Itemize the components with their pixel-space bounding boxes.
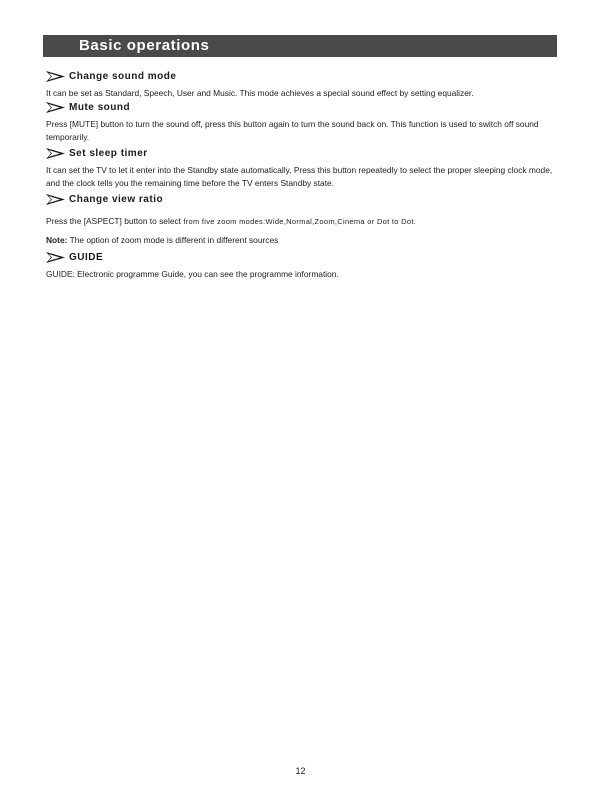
section-change-sound-mode (46, 70, 558, 100)
arrow-pointer-icon (46, 194, 65, 205)
section-mute-sound (46, 101, 558, 143)
section-title: Set sleep timer (69, 148, 148, 159)
arrow-pointer-icon (46, 71, 65, 82)
section-set-sleep-timer (46, 147, 558, 189)
section-body: Press [MUTE] button to turn the sound off, press this button again to turn the sound back on. This function is used to switch off sound temporarily. (46, 119, 539, 142)
note-text: The option of zoom mode is different in different sources (67, 234, 279, 245)
section-heading (46, 101, 558, 115)
section-title: Change view ratio (69, 194, 164, 205)
section-change-view-ratio (46, 193, 558, 246)
section-body: It can be set as Standard, Speech, User and Music. This mode achieves a special sound effect by setting equalizer. (46, 88, 474, 98)
arrow-pointer-icon (46, 148, 65, 159)
body-text: Press the [ASPECT] button to select (46, 216, 184, 226)
note-label: Note: (46, 234, 68, 245)
section-heading (46, 147, 558, 161)
header-bar (43, 35, 557, 57)
section-title: Change sound mode (69, 71, 177, 82)
page-number: 12 (295, 766, 306, 776)
section-body (46, 215, 558, 229)
arrow-pointer-icon (46, 102, 65, 113)
section-heading (46, 70, 558, 84)
section-title: Mute sound (69, 102, 131, 113)
section-body: It can set the TV to let it enter into the Standby state automatically, Press this button repeatedly to select the proper sleeping clock mode, and the clock tells you the remaining time before the TV enters Standby state. (46, 165, 553, 188)
note-line (46, 234, 558, 247)
arrow-pointer-icon (46, 252, 65, 263)
section-title: GUIDE (69, 252, 104, 263)
section-heading (46, 193, 558, 207)
section-guide (46, 251, 558, 281)
zoom-modes-text: from five zoom modes:Wide,Normal,Zoom,Cinema or Dot to Dot. (183, 217, 417, 226)
page-title: Basic operations (79, 37, 210, 54)
section-body: GUIDE: Electronic programme Guide, you can see the programme information. (46, 269, 339, 279)
section-heading (46, 251, 558, 265)
